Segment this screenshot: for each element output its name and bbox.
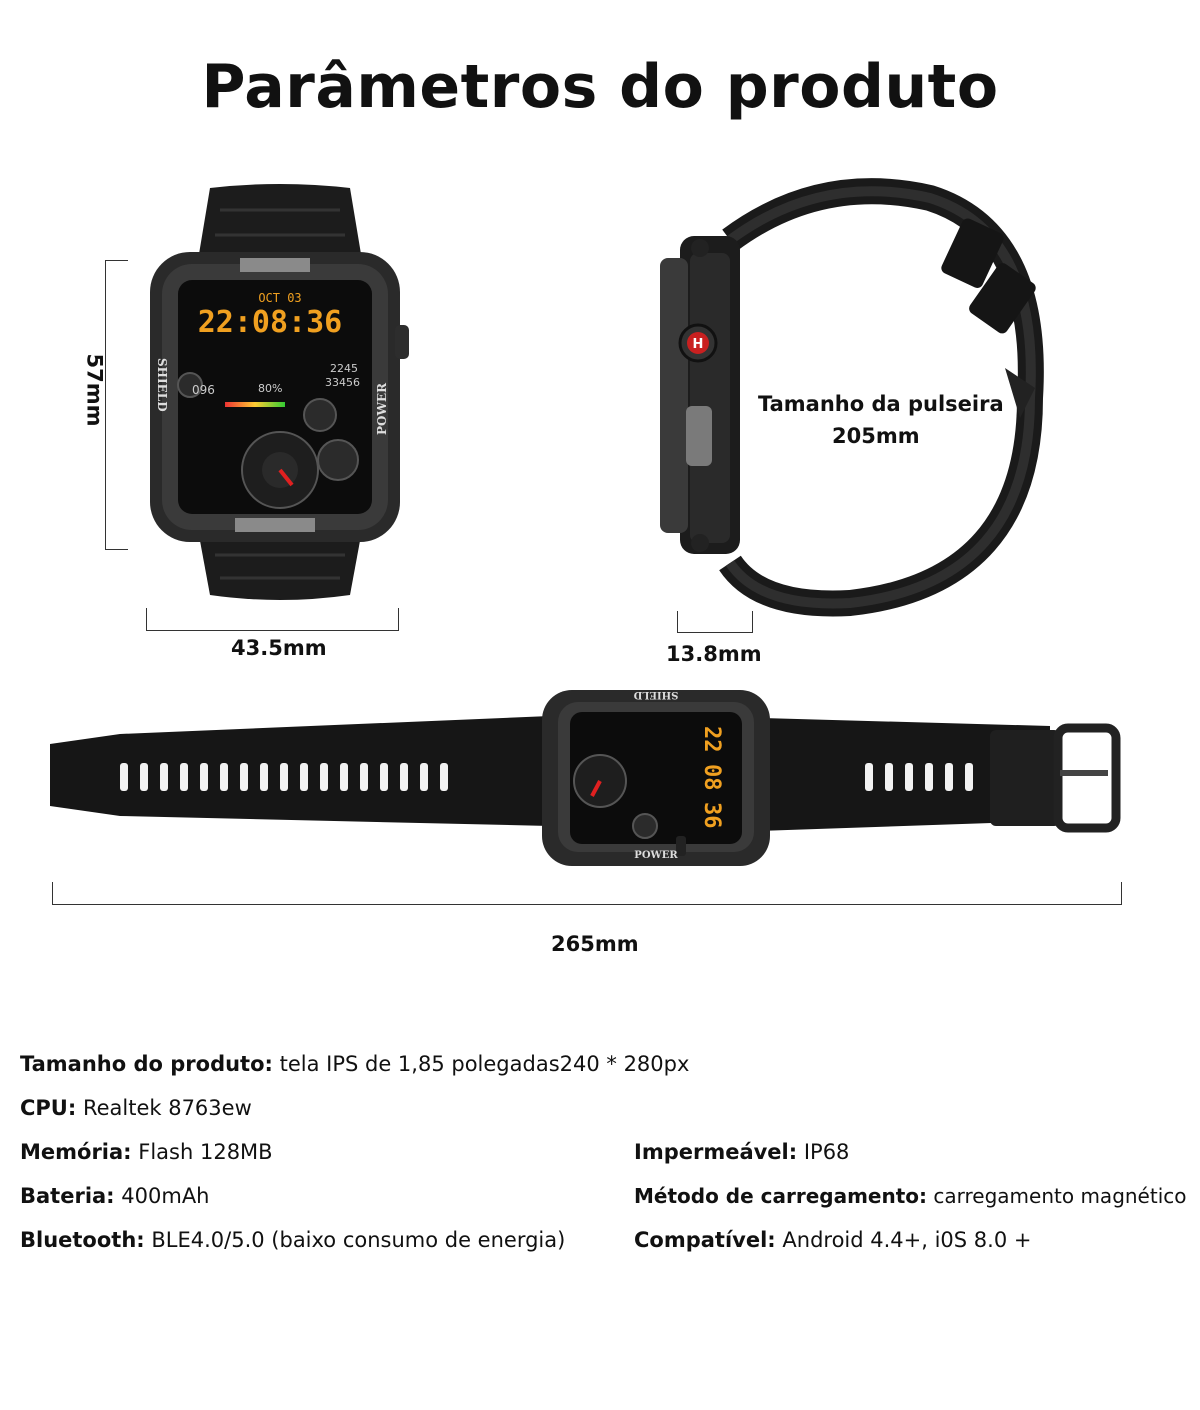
face-steps-b: 33456 (325, 376, 360, 389)
spec-waterproof: Impermeável: IP68 (634, 1140, 850, 1164)
height-label: 57mm (82, 353, 107, 427)
width-dim-line (146, 608, 399, 631)
strap-size-value: 205mm (832, 424, 920, 448)
spec-compatible: Compatível: Android 4.4+, i0S 8.0 + (634, 1228, 1032, 1252)
strap-size-label: Tamanho da pulseira (758, 392, 1004, 416)
height-dim-line (105, 260, 128, 550)
spec-bluetooth: Bluetooth: BLE4.0/5.0 (baixo consumo de energia) (20, 1228, 566, 1252)
side-button-h: H (692, 337, 704, 352)
thickness-label: 13.8mm (666, 642, 762, 666)
svg-text:SHIELD: SHIELD (633, 689, 679, 700)
watch-flat-image (50, 686, 1130, 876)
face-heart: 096 (192, 383, 215, 397)
face-steps-a: 2245 (330, 362, 358, 375)
face-time: 22:08:36 (197, 305, 343, 340)
face-battery: 80% (258, 382, 283, 395)
watch-front-image (140, 180, 420, 610)
spec-product-size: Tamanho do produto: tela IPS de 1,85 polegadas240 * 280px (20, 1052, 690, 1076)
length-dim-line (52, 882, 1122, 905)
svg-text:36: 36 (699, 802, 724, 829)
length-label: 265mm (551, 932, 639, 956)
svg-text:22: 22 (699, 726, 724, 753)
spec-memory: Memória: Flash 128MB (20, 1140, 273, 1164)
brand-right: POWER (375, 382, 389, 435)
svg-text:POWER: POWER (634, 850, 678, 861)
face-date: OCT 03 (258, 291, 302, 305)
brand-left: SHIELD (155, 358, 169, 412)
spec-charging: Método de carregamento: carregamento magnético (634, 1184, 1187, 1208)
svg-text:08: 08 (699, 764, 724, 791)
spec-cpu: CPU: Realtek 8763ew (20, 1096, 252, 1120)
width-label: 43.5mm (231, 636, 327, 660)
thickness-dim-line (677, 611, 753, 633)
page-title: Parâmetros do produto (201, 52, 999, 122)
spec-battery: Bateria: 400mAh (20, 1184, 210, 1208)
